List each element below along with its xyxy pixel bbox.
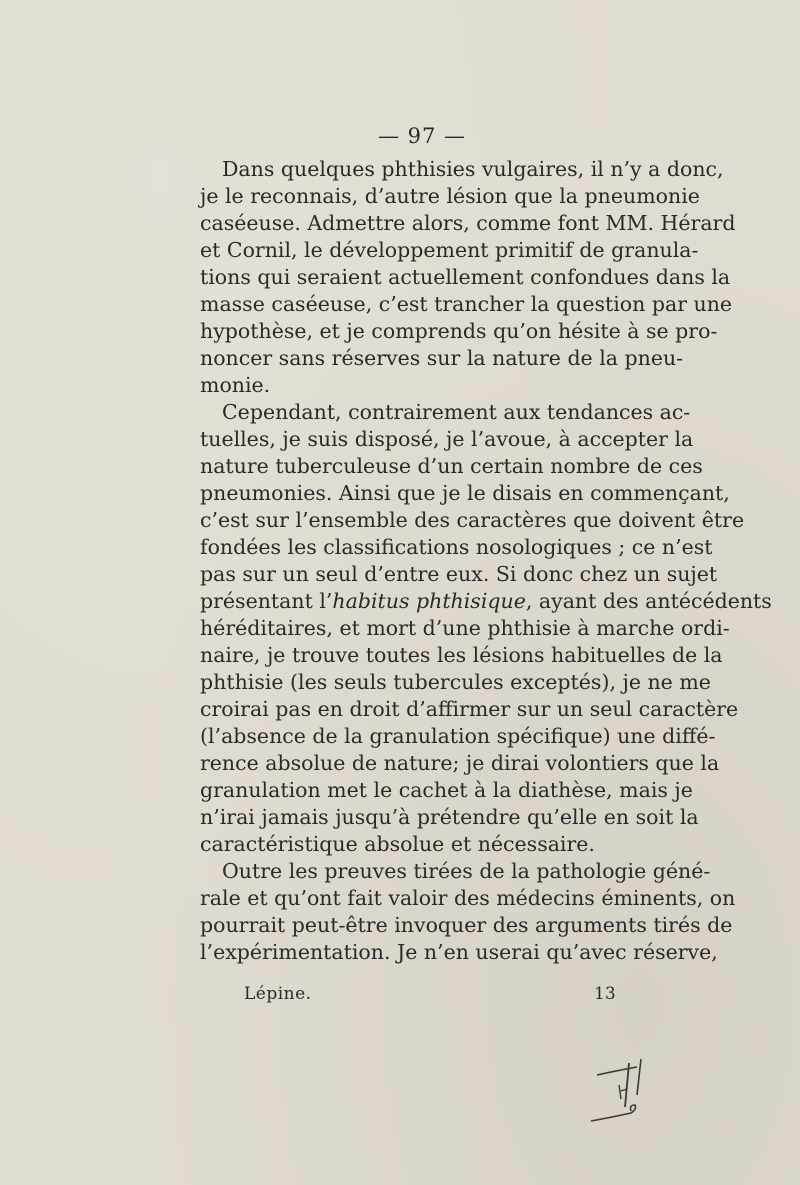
text-line: (l’absence de la granulation spécifique) une diffé- [200, 724, 716, 748]
text-line: naire, je trouve toutes les lésions habituelles de la [200, 643, 723, 667]
text-line: caractéristique absolue et nécessaire. [200, 832, 595, 856]
text-line: et Cornil, le développement primitif de granula- [200, 238, 699, 262]
text-line: rence absolue de nature; je dirai volontiers que la [200, 751, 720, 775]
text-line: Outre les preuves tirées de la pathologie géné- [222, 859, 711, 883]
text-line: nature tuberculeuse d’un certain nombre de ces [200, 454, 703, 478]
text-line: héréditaires, et mort d’une phthisie à marche ordi- [200, 616, 730, 640]
text-line: rale et qu’ont fait valoir des médecins éminents, on [200, 886, 736, 910]
text-line: fondées les classifications nosologiques ; ce n’est [200, 535, 713, 559]
text-line: croirai pas en droit d’affirmer sur un seul caractère [200, 697, 739, 721]
text-line: je le reconnais, d’autre lésion que la pneumonie [200, 184, 700, 208]
text-line: noncer sans réserves sur la nature de la pneu- [200, 346, 684, 370]
page-number: — 97 — [377, 124, 467, 148]
text-line: masse caséeuse, c’est trancher la question par une [200, 292, 733, 316]
italic-phrase: habitus phthisique [332, 589, 526, 613]
text-line: c’est sur l’ensemble des caractères que doivent être [200, 508, 745, 532]
text-line: tions qui seraient actuellement confondues dans la [200, 265, 731, 289]
text-line: granulation met le cachet à la diathèse, mais je [200, 778, 693, 802]
text-line: phthisie (les seuls tubercules exceptés), je ne me [200, 670, 711, 694]
text-line: pourrait peut-être invoquer des arguments tirés de [200, 913, 733, 937]
footer-signature-number: 13 [594, 984, 616, 1004]
text-line-italic: présentant l’habitus phthisique, ayant des antécédents [200, 589, 772, 613]
text-line: monie. [200, 373, 271, 397]
text-line: l’expérimentation. Je n’en userai qu’avec réserve, [200, 940, 718, 964]
body-text [200, 156, 772, 966]
handwritten-annotation-icon [585, 1055, 655, 1130]
text-line: n’irai jamais jusqu’à prétendre qu’elle en soit la [200, 805, 699, 829]
footer-author: Lépine. [244, 984, 312, 1004]
text-line: Cependant, contrairement aux tendances ac- [222, 400, 691, 424]
text-line: Dans quelques phthisies vulgaires, il n’y a donc, [222, 157, 724, 181]
text-line: pas sur un seul d’entre eux. Si donc chez un sujet [200, 562, 718, 586]
text-line: pneumonies. Ainsi que je le disais en commençant, [200, 481, 730, 505]
text-line: hypothèse, et je comprends qu’on hésite à se pro- [200, 319, 718, 343]
text-line: tuelles, je suis disposé, je l’avoue, à accepter la [200, 427, 694, 451]
text-line: caséeuse. Admettre alors, comme font MM. Hérard [200, 211, 736, 235]
